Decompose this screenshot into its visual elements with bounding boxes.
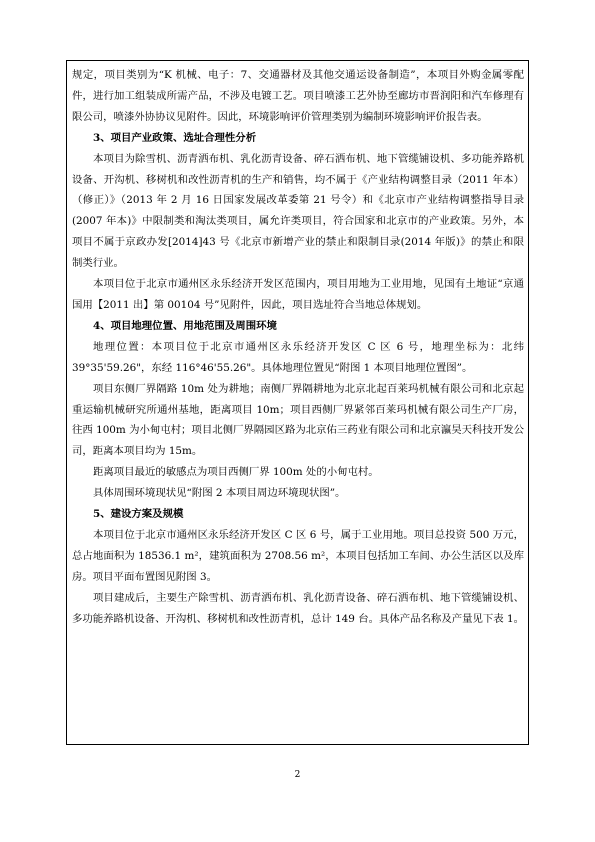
paragraph-surroundings: 项目东侧厂界隔路 10m 处为耕地；南侧厂界隔耕地为北京北起百莱玛机械有限公司和北京起重运输机械研究所通州基地，距离项目 10m；项目西侧厂界紧邻百莱玛机械有限公司生产厂房，往西 100m 为小甸屯村；项目北侧厂界隔园区路为北京佑三药业有限公司和北京瀛昊天科技开发公司，距离本项目均为 15m。: [72, 382, 524, 458]
paragraph-geo-location: 地理位置：本项目位于北京市通州区永乐经济开发区 C 区 6 号，地理坐标为：北纬 39°35'59.26"，东经 116°46'55.26"。具体地理位置见“附图 1 本项目地理位置图”。: [72, 340, 524, 374]
paragraph-environment-figure: 具体周围环境现状见“附图 2 本项目周边环境现状图”。: [93, 487, 346, 500]
heading-industry-policy: 3、项目产业政策、选址合理性分析: [93, 131, 257, 144]
paragraph-sensitive-point: 距离项目最近的敏感点为项目西侧厂界 100m 处的小甸屯村。: [93, 466, 379, 479]
heading-construction-scale: 5、建设方案及规模: [93, 508, 184, 521]
paragraph-investment-area: 本项目位于北京市通州区永乐经济开发区 C 区 6 号，属于工业用地。项目总投资 500 万元，总占地面积为 18536.1 m²，建筑面积为 2708.56 m²，本项目包括加工车间、办公生活区以及库房。项目平面布置图见附图 3。: [72, 528, 524, 583]
heading-location: 4、项目地理位置、用地范围及周围环境: [93, 319, 277, 332]
paragraph-products: 项目建成后，主要生产除雪机、沥青洒布机、乳化沥青设备、碎石洒布机、地下管缆铺设机、多功能养路机设备、开沟机、移树机和改性沥青机，总计 149 台。具体产品名称及产量见下表 1。: [72, 591, 524, 625]
paragraph-category-conclusion: 规定，项目类别为“K 机械、电子：7、交通器材及其他交通运设备制造”，本项目外购金属零配件，进行加工组装成所需产品，不涉及电镀工艺。项目喷漆工艺外协至廊坊市晋润阳和汽车修理有限公司，喷漆外协协议见附件。因此，环境影响评价管理类别为编制环境影响评价报告表。: [72, 69, 524, 123]
paragraph-site-selection: 本项目位于北京市通州区永乐经济开发区范围内，项目用地为工业用地，见国有土地证“京通国用【2011 出】第 00104 号”见附件，因此，项目选址符合当地总体规划。: [72, 278, 524, 311]
page-number: 2: [294, 770, 301, 780]
paragraph-industry-policy: 本项目为除雪机、沥青洒布机、乳化沥青设备、碎石洒布机、地下管缆铺设机、多功能养路机设备、开沟机、移树机和改性沥青机的生产和销售，均不属于《产业结构调整目录（2011 年本）（修正）》（2013 年 2 月 16 日国家发展改革委第 21 号令）和《北京市产业结构调整指导目录(2007 年本)》中限制类和淘汰类项目，属允许类项目，符合国家和北京市的产业政策。另外，本项目不属于京政办发[2014]43 号《北京市新增产业的禁止和限制目录(2014 年版)》的禁止和限制类行业。: [72, 152, 524, 270]
document-body: [72, 65, 524, 629]
